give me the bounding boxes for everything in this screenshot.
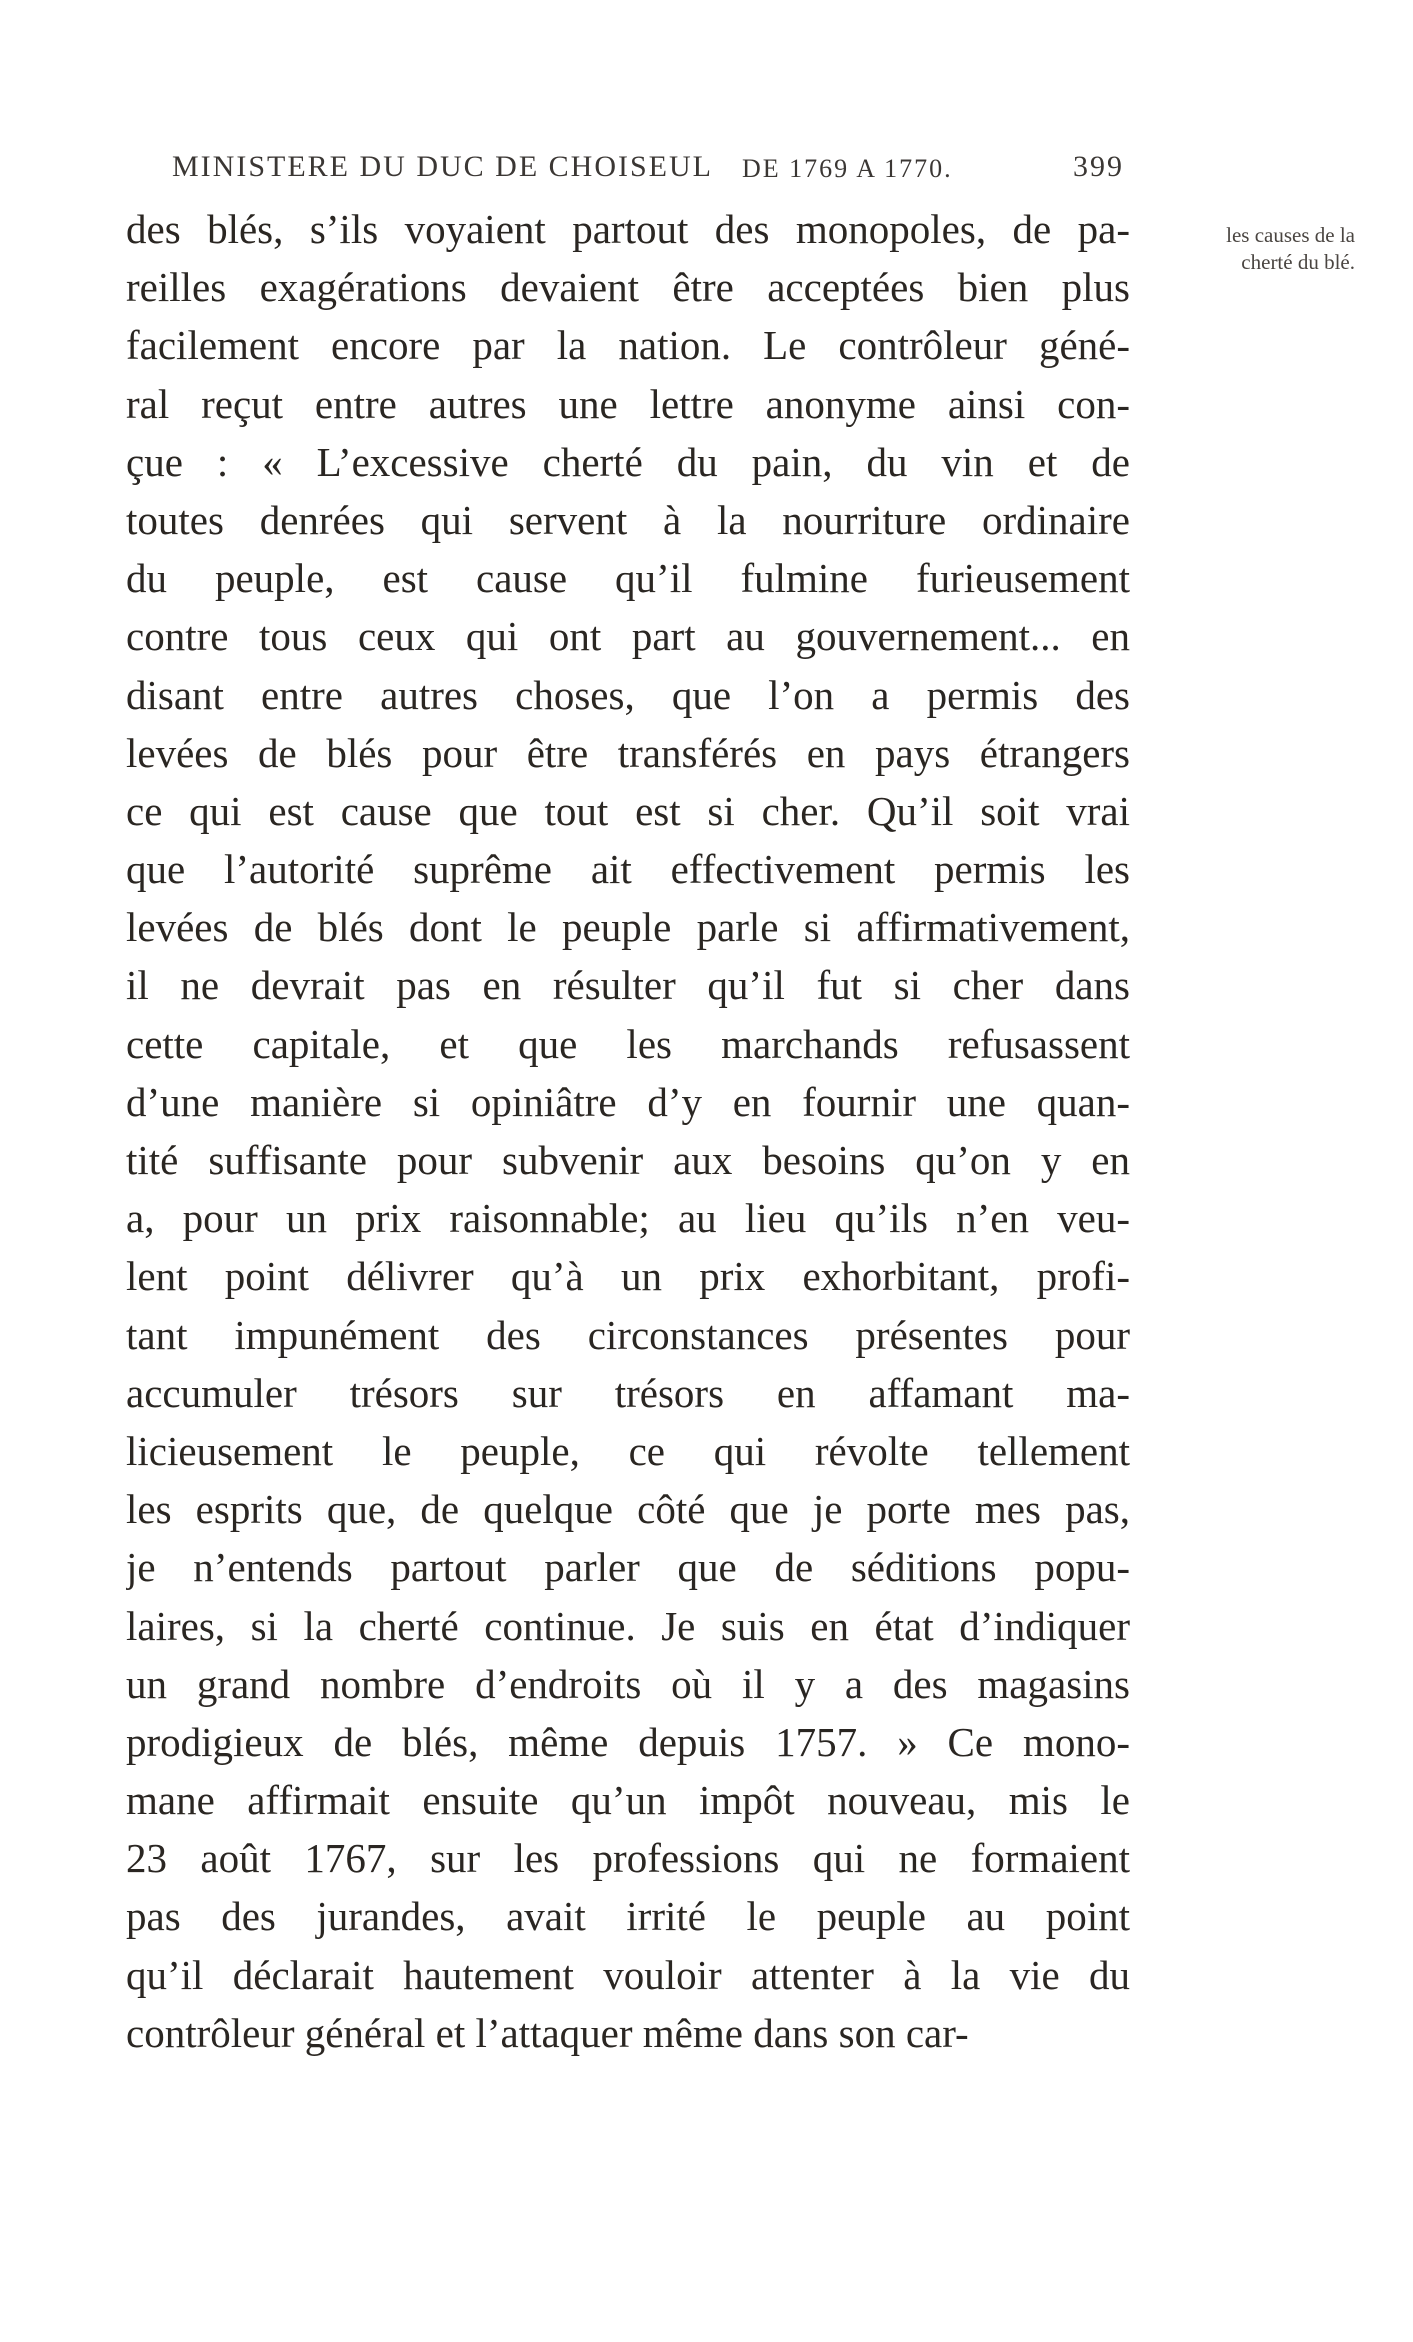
text-line: du peuple, est cause qu’il fulmine furieusement bbox=[126, 555, 1130, 602]
text-line: qu’il déclarait hautement vouloir attenter à la vie du bbox=[126, 1951, 1130, 1998]
text-line: toutes denrées qui servent à la nourriture ordinaire bbox=[126, 496, 1130, 543]
text-line: çue : « L’excessive cherté du pain, du vin et de bbox=[126, 438, 1130, 485]
text-line: tant impunément des circonstances présentes pour bbox=[126, 1311, 1130, 1358]
text-line: tité suffisante pour subvenir aux besoins qu’on y en bbox=[126, 1137, 1130, 1183]
text-line: accumuler trésors sur trésors en affamant ma- bbox=[126, 1369, 1130, 1416]
margin-note-line: cherté du blé. bbox=[1241, 250, 1355, 274]
margin-note bbox=[1150, 222, 1355, 276]
text-line: que l’autorité suprême ait effectivement permis les bbox=[126, 846, 1130, 893]
text-line: cette capitale, et que les marchands refusassent bbox=[126, 1020, 1130, 1067]
text-line: des blés, s’ils voyaient partout des monopoles, de pa- bbox=[126, 206, 1130, 252]
text-line: levées de blés pour être transférés en pays étrangers bbox=[126, 729, 1130, 776]
text-line: contre tous ceux qui ont part au gouvernement... en bbox=[126, 613, 1130, 660]
text-line: d’une manière si opiniâtre d’y en fournir une quan- bbox=[126, 1078, 1130, 1125]
text-line: 23 août 1767, sur les professions qui ne formaient bbox=[126, 1835, 1130, 1882]
text-line: pas des jurandes, avait irrité le peuple au point bbox=[126, 1893, 1130, 1940]
running-head-title: MINISTERE DU DUC DE CHOISEUL bbox=[172, 150, 713, 183]
text-line: mane affirmait ensuite qu’un impôt nouveau, mis le bbox=[126, 1777, 1130, 1824]
body-text bbox=[126, 200, 1130, 2062]
text-line: prodigieux de blés, même depuis 1757. » Ce mono- bbox=[126, 1718, 1130, 1765]
running-head-dates: DE 1769 A 1770. bbox=[742, 154, 953, 183]
text-line: licieusement le peuple, ce qui révolte tellement bbox=[126, 1427, 1130, 1474]
text-line: lent point délivrer qu’à un prix exhorbitant, profi- bbox=[126, 1253, 1130, 1300]
text-line: ral reçut entre autres une lettre anonyme ainsi con- bbox=[126, 380, 1130, 427]
text-line: levées de blés dont le peuple parle si affirmativement, bbox=[126, 904, 1130, 951]
text-line: disant entre autres choses, que l’on a permis des bbox=[126, 671, 1130, 718]
margin-note-line: les causes de la bbox=[1226, 223, 1355, 247]
text-line: ce qui est cause que tout est si cher. Qu’il soit vrai bbox=[126, 787, 1130, 834]
text-line: les esprits que, de quelque côté que je porte mes pas, bbox=[126, 1486, 1130, 1533]
running-head bbox=[172, 150, 1124, 190]
text-line: un grand nombre d’endroits où il y a des magasins bbox=[126, 1660, 1130, 1707]
text-line: je n’entends partout parler que de séditions popu- bbox=[126, 1544, 1130, 1591]
text-line: il ne devrait pas en résulter qu’il fut si cher dans bbox=[126, 962, 1130, 1009]
text-line: a, pour un prix raisonnable; au lieu qu’ils n’en veu- bbox=[126, 1195, 1130, 1242]
text-line: laires, si la cherté continue. Je suis en état d’indiquer bbox=[126, 1602, 1130, 1649]
page-number: 399 bbox=[1073, 150, 1124, 183]
text-line: contrôleur général et l’attaquer même dans son car- bbox=[126, 2009, 969, 2056]
text-line: reilles exagérations devaient être acceptées bien plus bbox=[126, 264, 1130, 311]
text-line: facilement encore par la nation. Le contrôleur géné- bbox=[126, 322, 1130, 369]
